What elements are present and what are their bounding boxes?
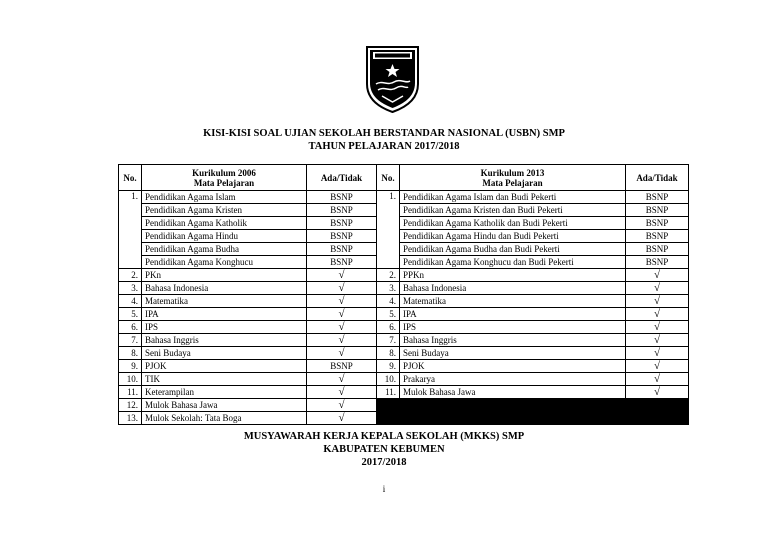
table-row xyxy=(119,347,689,360)
row-number: 7. xyxy=(377,334,400,347)
row-number: 12. xyxy=(119,399,142,412)
status-2006: BSNP xyxy=(307,191,377,204)
status-2013: BSNP xyxy=(626,204,689,217)
row-number: 9. xyxy=(119,360,142,373)
subject-2006: Mulok Bahasa Jawa xyxy=(142,399,307,412)
subject-2006: Pendidikan Agama Katholik xyxy=(142,217,307,230)
status-2013: √ xyxy=(626,373,689,386)
col-ada-2006: Ada/Tidak xyxy=(307,165,377,191)
row-number: 9. xyxy=(377,360,400,373)
status-2013: BSNP xyxy=(626,243,689,256)
status-2013: BSNP xyxy=(626,230,689,243)
subject-2013: IPA xyxy=(400,308,626,321)
status-2006: √ xyxy=(307,373,377,386)
table-row xyxy=(119,204,689,217)
status-2006: √ xyxy=(307,269,377,282)
status-2013: BSNP xyxy=(626,256,689,269)
status-2013: √ xyxy=(626,360,689,373)
status-2006: √ xyxy=(307,334,377,347)
table-row xyxy=(119,308,689,321)
status-2006: √ xyxy=(307,282,377,295)
footer-region: KABUPATEN KEBUMEN xyxy=(323,444,445,455)
table-header-row xyxy=(119,165,689,191)
row-number: 2. xyxy=(119,269,142,282)
status-2006: BSNP xyxy=(307,230,377,243)
status-2006: BSNP xyxy=(307,217,377,230)
col-no-2013: No. xyxy=(377,165,400,191)
subject-2013: Pendidikan Agama Hindu dan Budi Pekerti xyxy=(400,230,626,243)
page-number: i xyxy=(382,484,386,494)
table-row xyxy=(119,386,689,399)
subject-2013: PPKn xyxy=(400,269,626,282)
subject-2006: Bahasa Inggris xyxy=(142,334,307,347)
status-2013: √ xyxy=(626,386,689,399)
row-number: 6. xyxy=(119,321,142,334)
k2006-label: Kurikulum 2006 xyxy=(192,167,256,178)
table-row xyxy=(119,282,689,295)
col-subject-2006 xyxy=(142,165,307,191)
status-2013: √ xyxy=(626,295,689,308)
row-number: 4. xyxy=(377,295,400,308)
document-subtitle: TAHUN PELAJARAN 2017/2018 xyxy=(308,141,460,152)
col-ada-2013: Ada/Tidak xyxy=(626,165,689,191)
subject-2006: Pendidikan Agama Kristen xyxy=(142,204,307,217)
table-row xyxy=(119,256,689,269)
status-2013: √ xyxy=(626,308,689,321)
row-number: 8. xyxy=(119,347,142,360)
status-2006: BSNP xyxy=(307,243,377,256)
row-number: 10. xyxy=(377,373,400,386)
row-number: 3. xyxy=(377,282,400,295)
subject-2013: Bahasa Indonesia xyxy=(400,282,626,295)
status-2006: √ xyxy=(307,386,377,399)
status-2013: BSNP xyxy=(626,217,689,230)
row-number: 13. xyxy=(119,412,142,425)
table-row xyxy=(119,243,689,256)
table-row xyxy=(119,360,689,373)
subject-2006: Seni Budaya xyxy=(142,347,307,360)
footer-year: 2017/2018 xyxy=(361,457,407,468)
subject-2006: Pendidikan Agama Budha xyxy=(142,243,307,256)
row-number: 10. xyxy=(119,373,142,386)
row-number: 5. xyxy=(377,308,400,321)
table-row xyxy=(119,230,689,243)
row-number: 7. xyxy=(119,334,142,347)
subject-2013: IPS xyxy=(400,321,626,334)
col-subject-2013 xyxy=(400,165,626,191)
subject-2013: Pendidikan Agama Konghucu dan Budi Pekerti xyxy=(400,256,626,269)
table-row xyxy=(119,373,689,386)
subject-2013: Bahasa Inggris xyxy=(400,334,626,347)
status-2013: √ xyxy=(626,282,689,295)
subject-2006: Pendidikan Agama Islam xyxy=(142,191,307,204)
row-number: 3. xyxy=(119,282,142,295)
subject-2006: Keterampilan xyxy=(142,386,307,399)
row-number: 1. xyxy=(377,191,400,269)
subject-2013: Pendidikan Agama Islam dan Budi Pekerti xyxy=(400,191,626,204)
table-row xyxy=(119,217,689,230)
row-number: 1. xyxy=(119,191,142,269)
subject-2013: Pendidikan Agama Budha dan Budi Pekerti xyxy=(400,243,626,256)
status-2006: BSNP xyxy=(307,256,377,269)
status-2006: √ xyxy=(307,308,377,321)
k2013-sublabel: Mata Pelajaran xyxy=(482,177,543,188)
curriculum-table xyxy=(118,164,689,425)
table-row xyxy=(119,295,689,308)
subject-2006: TIK xyxy=(142,373,307,386)
subject-2006: Mulok Sekolah: Tata Boga xyxy=(142,412,307,425)
subject-2006: Matematika xyxy=(142,295,307,308)
status-2013: √ xyxy=(626,321,689,334)
subject-2006: Bahasa Indonesia xyxy=(142,282,307,295)
subject-2013: Mulok Bahasa Jawa xyxy=(400,386,626,399)
subject-2006: Pendidikan Agama Konghucu xyxy=(142,256,307,269)
subject-2013: PJOK xyxy=(400,360,626,373)
subject-2006: PJOK xyxy=(142,360,307,373)
status-2006: √ xyxy=(307,347,377,360)
table-row xyxy=(119,269,689,282)
status-2013: √ xyxy=(626,269,689,282)
table-row xyxy=(119,334,689,347)
subject-2006: IPS xyxy=(142,321,307,334)
subject-2006: PKn xyxy=(142,269,307,282)
footer-organization: MUSYAWARAH KERJA KEPALA SEKOLAH (MKKS) SMP xyxy=(243,431,525,442)
document-title: KISI-KISI SOAL UJIAN SEKOLAH BERSTANDAR NASIONAL (USBN) SMP xyxy=(203,128,565,139)
status-2013: √ xyxy=(626,334,689,347)
table-row xyxy=(119,321,689,334)
status-2006: BSNP xyxy=(307,204,377,217)
row-number: 6. xyxy=(377,321,400,334)
row-number: 11. xyxy=(119,386,142,399)
subject-2006: Pendidikan Agama Hindu xyxy=(142,230,307,243)
table-row xyxy=(119,191,689,204)
subject-2013: Pendidikan Agama Katholik dan Budi Pekerti xyxy=(400,217,626,230)
status-2013: BSNP xyxy=(626,191,689,204)
row-number: 4. xyxy=(119,295,142,308)
subject-2013: Prakarya xyxy=(400,373,626,386)
subject-2013: Matematika xyxy=(400,295,626,308)
row-number: 2. xyxy=(377,269,400,282)
table-row xyxy=(119,399,689,412)
row-number: 11. xyxy=(377,386,400,399)
row-number: 5. xyxy=(119,308,142,321)
status-2013: √ xyxy=(626,347,689,360)
blacked-out-area xyxy=(377,399,689,425)
row-number: 8. xyxy=(377,347,400,360)
status-2006: √ xyxy=(307,399,377,412)
status-2006: √ xyxy=(307,321,377,334)
col-no-2006: No. xyxy=(119,165,142,191)
k2013-label: Kurikulum 2013 xyxy=(480,167,545,178)
status-2006: √ xyxy=(307,295,377,308)
subject-2006: IPA xyxy=(142,308,307,321)
kebumen-crest-logo xyxy=(364,44,421,114)
k2006-sublabel: Mata Pelajaran xyxy=(193,177,255,188)
subject-2013: Seni Budaya xyxy=(400,347,626,360)
subject-2013: Pendidikan Agama Kristen dan Budi Pekerti xyxy=(400,204,626,217)
status-2006: √ xyxy=(307,412,377,425)
status-2006: BSNP xyxy=(307,360,377,373)
